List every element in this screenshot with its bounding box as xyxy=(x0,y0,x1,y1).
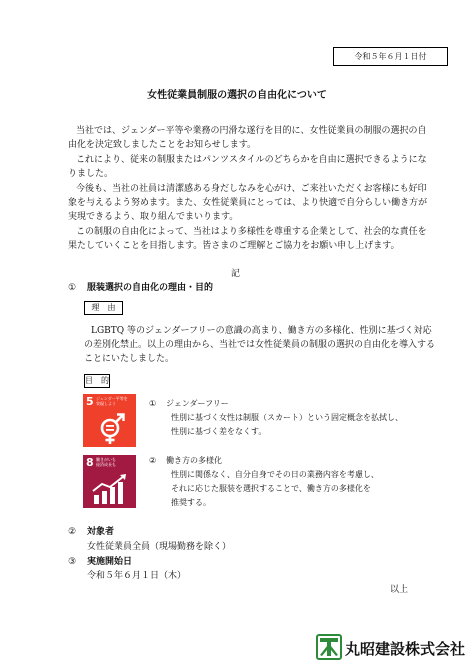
purpose1-line: 性別に基づく差をなくす。 xyxy=(171,427,267,436)
reason-label: 理 由 xyxy=(84,301,123,315)
purpose-label: 目 的 xyxy=(84,374,110,388)
purpose2-line: それに応じた服装を選択することで、働き方の多様化を xyxy=(171,484,371,493)
intro-line: 果たしていくことを目指します。皆さまのご理解とご協力をお願い申し上げます。 xyxy=(68,241,400,251)
section3-number: ③ xyxy=(68,557,77,567)
sdg5-gender-equality-icon: 5 ジェンダー平等を 実現しよう xyxy=(83,394,136,447)
section2-text: 女性従業員全員（現場勤務を除く） xyxy=(87,542,232,552)
intro-line: りました。 xyxy=(68,169,114,179)
section2-number: ② xyxy=(68,527,77,537)
sdg8-decent-work-icon: 8 働きがいも 経済成長も xyxy=(83,455,136,508)
intro-line: これにより、従来の制服またはパンツスタイルのどちらかを自由に選択できるようにな xyxy=(76,155,427,165)
company-name: 丸昭建設株式会社 xyxy=(345,640,466,658)
section3-heading: 実施開始日 xyxy=(87,557,133,567)
ki-mark: 記 xyxy=(231,269,241,279)
purpose2-number: ② xyxy=(149,456,157,465)
section1-heading: 服装選択の自由化の理由・目的 xyxy=(87,283,214,293)
purpose2-line: 推奨する。 xyxy=(171,498,211,507)
issue-date: 令和５年６月１日付 xyxy=(354,52,427,61)
document-title: 女性従業員制服の選択の自由化について xyxy=(147,90,327,101)
purpose2-line: 性別に関係なく、自分自身でその日の業務内容を考慮し、 xyxy=(171,470,379,479)
intro-line: 実現できるよう、取り組んでまいります。 xyxy=(68,212,239,222)
intro-line: この制服の自由化によって、当社はより多様性を尊重する企業として、社会的な責任を xyxy=(76,227,427,237)
closing-mark: 以上 xyxy=(390,585,409,595)
section3-text: 令和５年６月１日（木） xyxy=(87,571,187,581)
reason-line: LGBTQ 等のジェンダーフリーの意識の高まり、働き方の多様化、性別に基づく対応 xyxy=(91,326,432,336)
purpose1-line: 性別に基づく女性は制服（スカート）という固定概念を払拭し、 xyxy=(171,413,403,422)
reason-line: ことにいたしました。 xyxy=(84,354,175,364)
intro-line: 象を与えるよう努めます。また、女性従業員にとっては、より快適で自分らしい働き方が xyxy=(68,198,428,208)
purpose2-title: 働き方の多様化 xyxy=(166,456,222,465)
date-box xyxy=(333,47,448,66)
company-logo-icon xyxy=(316,634,342,660)
purpose1-title: ジェンダーフリー xyxy=(166,399,229,408)
section1-number: ① xyxy=(68,283,77,293)
purpose1-number: ① xyxy=(149,399,157,408)
reason-line: の差別化禁止。以上の理由から、当社では女性従業員の制服の選択の自由化を導入する xyxy=(84,340,436,350)
intro-line: 当社では、ジェンダー平等や業務の円滑な遂行を目的に、女性従業員の制服の選択の自 xyxy=(76,126,427,136)
intro-line: 今後も、当社の社員は清潔感ある身だしなみを心がけ、ご来社いただくお客様にも好印 xyxy=(76,184,427,194)
section2-heading: 対象者 xyxy=(87,527,115,537)
intro-line: 由化を決定致しましたことをお知らせします。 xyxy=(68,140,257,150)
